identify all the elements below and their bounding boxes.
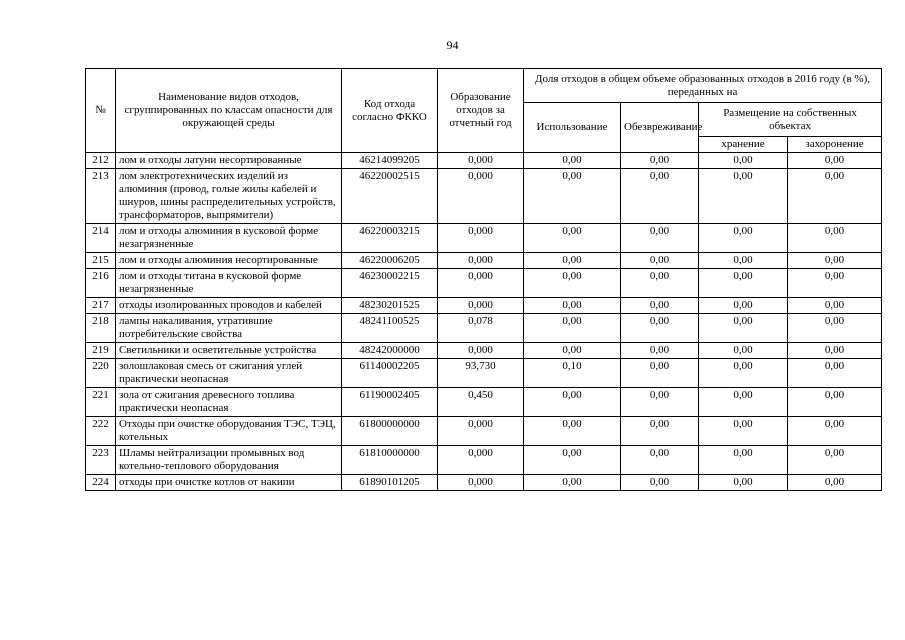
burial-share: 0,00 bbox=[788, 417, 882, 446]
storage-share: 0,00 bbox=[699, 253, 788, 269]
use-share: 0,00 bbox=[524, 153, 621, 169]
generated-value: 93,730 bbox=[438, 359, 524, 388]
table-body bbox=[86, 153, 882, 491]
header-generated: Образование отходов за отчетный год bbox=[438, 69, 524, 153]
generated-value: 0,000 bbox=[438, 343, 524, 359]
header-neutralize: Обезвреживание bbox=[621, 103, 699, 153]
row-number: 219 bbox=[86, 343, 116, 359]
waste-name: отходы при очистке котлов от накипи bbox=[116, 475, 342, 491]
waste-name: Шламы нейтрализации промывных вод котельно-теплового оборудования bbox=[116, 446, 342, 475]
row-number: 220 bbox=[86, 359, 116, 388]
row-number: 221 bbox=[86, 388, 116, 417]
page-number: 94 bbox=[446, 38, 459, 52]
header-num: № bbox=[86, 69, 116, 153]
neutralize-share: 0,00 bbox=[621, 417, 699, 446]
use-share: 0,00 bbox=[524, 388, 621, 417]
header-code: Код отхода согласно ФККО bbox=[342, 69, 438, 153]
burial-share: 0,00 bbox=[788, 475, 882, 491]
burial-share: 0,00 bbox=[788, 388, 882, 417]
header-share: Доля отходов в общем объеме образованных отходов в 2016 году (в %), переданных на bbox=[524, 69, 882, 103]
neutralize-share: 0,00 bbox=[621, 153, 699, 169]
generated-value: 0,000 bbox=[438, 153, 524, 169]
use-share: 0,00 bbox=[524, 169, 621, 224]
generated-value: 0,000 bbox=[438, 417, 524, 446]
header-storage: хранение bbox=[699, 137, 788, 153]
row-number: 224 bbox=[86, 475, 116, 491]
table-row bbox=[86, 417, 882, 446]
row-number: 215 bbox=[86, 253, 116, 269]
neutralize-share: 0,00 bbox=[621, 446, 699, 475]
table-row bbox=[86, 153, 882, 169]
row-number: 212 bbox=[86, 153, 116, 169]
waste-code: 48242000000 bbox=[342, 343, 438, 359]
waste-name: лом и отходы алюминия несортированные bbox=[116, 253, 342, 269]
header-placement: Размещение на собственных объектах bbox=[699, 103, 882, 137]
table-row bbox=[86, 253, 882, 269]
waste-code: 61810000000 bbox=[342, 446, 438, 475]
storage-share: 0,00 bbox=[699, 446, 788, 475]
waste-name: лом электротехнических изделий из алюминия (провод, голые жилы кабелей и шнуров, шины распределительных устройств, трансформаторов, выпрямители) bbox=[116, 169, 342, 224]
waste-code: 61890101205 bbox=[342, 475, 438, 491]
generated-value: 0,450 bbox=[438, 388, 524, 417]
table-row bbox=[86, 446, 882, 475]
waste-code: 48241100525 bbox=[342, 314, 438, 343]
row-number: 218 bbox=[86, 314, 116, 343]
row-number: 216 bbox=[86, 269, 116, 298]
generated-value: 0,000 bbox=[438, 253, 524, 269]
use-share: 0,00 bbox=[524, 475, 621, 491]
waste-code: 46220002515 bbox=[342, 169, 438, 224]
table-row bbox=[86, 314, 882, 343]
row-number: 223 bbox=[86, 446, 116, 475]
table-row bbox=[86, 269, 882, 298]
neutralize-share: 0,00 bbox=[621, 269, 699, 298]
use-share: 0,00 bbox=[524, 224, 621, 253]
burial-share: 0,00 bbox=[788, 446, 882, 475]
burial-share: 0,00 bbox=[788, 298, 882, 314]
generated-value: 0,000 bbox=[438, 446, 524, 475]
generated-value: 0,000 bbox=[438, 169, 524, 224]
row-number: 222 bbox=[86, 417, 116, 446]
generated-value: 0,000 bbox=[438, 475, 524, 491]
storage-share: 0,00 bbox=[699, 153, 788, 169]
table-row bbox=[86, 359, 882, 388]
neutralize-share: 0,00 bbox=[621, 343, 699, 359]
burial-share: 0,00 bbox=[788, 269, 882, 298]
use-share: 0,00 bbox=[524, 417, 621, 446]
generated-value: 0,000 bbox=[438, 298, 524, 314]
waste-code: 46220006205 bbox=[342, 253, 438, 269]
use-share: 0,00 bbox=[524, 343, 621, 359]
waste-code: 48230201525 bbox=[342, 298, 438, 314]
storage-share: 0,00 bbox=[699, 298, 788, 314]
waste-name: лом и отходы латуни несортированные bbox=[116, 153, 342, 169]
neutralize-share: 0,00 bbox=[621, 169, 699, 224]
table-row bbox=[86, 388, 882, 417]
waste-code: 46220003215 bbox=[342, 224, 438, 253]
neutralize-share: 0,00 bbox=[621, 253, 699, 269]
waste-code: 61140002205 bbox=[342, 359, 438, 388]
header-burial: захоронение bbox=[788, 137, 882, 153]
waste-code: 46230002215 bbox=[342, 269, 438, 298]
storage-share: 0,00 bbox=[699, 314, 788, 343]
table-row bbox=[86, 343, 882, 359]
use-share: 0,10 bbox=[524, 359, 621, 388]
waste-name: Светильники и осветительные устройства bbox=[116, 343, 342, 359]
generated-value: 0,000 bbox=[438, 269, 524, 298]
waste-name: лом и отходы алюминия в кусковой форме незагрязненные bbox=[116, 224, 342, 253]
row-number: 213 bbox=[86, 169, 116, 224]
use-share: 0,00 bbox=[524, 298, 621, 314]
burial-share: 0,00 bbox=[788, 153, 882, 169]
header-name: Наименование видов отходов, сгруппированных по классам опасности для окружающей среды bbox=[116, 69, 342, 153]
neutralize-share: 0,00 bbox=[621, 224, 699, 253]
neutralize-share: 0,00 bbox=[621, 475, 699, 491]
generated-value: 0,078 bbox=[438, 314, 524, 343]
waste-name: отходы изолированных проводов и кабелей bbox=[116, 298, 342, 314]
waste-table bbox=[85, 68, 882, 491]
use-share: 0,00 bbox=[524, 314, 621, 343]
waste-name: золошлаковая смесь от сжигания углей практически неопасная bbox=[116, 359, 342, 388]
storage-share: 0,00 bbox=[699, 224, 788, 253]
neutralize-share: 0,00 bbox=[621, 314, 699, 343]
burial-share: 0,00 bbox=[788, 169, 882, 224]
storage-share: 0,00 bbox=[699, 343, 788, 359]
use-share: 0,00 bbox=[524, 446, 621, 475]
neutralize-share: 0,00 bbox=[621, 359, 699, 388]
neutralize-share: 0,00 bbox=[621, 298, 699, 314]
table-row bbox=[86, 475, 882, 491]
storage-share: 0,00 bbox=[699, 475, 788, 491]
generated-value: 0,000 bbox=[438, 224, 524, 253]
burial-share: 0,00 bbox=[788, 359, 882, 388]
storage-share: 0,00 bbox=[699, 417, 788, 446]
storage-share: 0,00 bbox=[699, 169, 788, 224]
table-row bbox=[86, 224, 882, 253]
waste-name: лампы накаливания, утратившие потребительские свойства bbox=[116, 314, 342, 343]
use-share: 0,00 bbox=[524, 253, 621, 269]
storage-share: 0,00 bbox=[699, 269, 788, 298]
header-use: Использование bbox=[524, 103, 621, 153]
burial-share: 0,00 bbox=[788, 253, 882, 269]
waste-code: 61800000000 bbox=[342, 417, 438, 446]
table-row bbox=[86, 169, 882, 224]
row-number: 214 bbox=[86, 224, 116, 253]
burial-share: 0,00 bbox=[788, 314, 882, 343]
waste-code: 46214099205 bbox=[342, 153, 438, 169]
storage-share: 0,00 bbox=[699, 359, 788, 388]
table-row bbox=[86, 298, 882, 314]
storage-share: 0,00 bbox=[699, 388, 788, 417]
waste-name: Отходы при очистке оборудования ТЭС, ТЭЦ, котельных bbox=[116, 417, 342, 446]
burial-share: 0,00 bbox=[788, 224, 882, 253]
waste-code: 61190002405 bbox=[342, 388, 438, 417]
use-share: 0,00 bbox=[524, 269, 621, 298]
row-number: 217 bbox=[86, 298, 116, 314]
table-header bbox=[86, 69, 882, 153]
burial-share: 0,00 bbox=[788, 343, 882, 359]
waste-name: зола от сжигания древесного топлива практически неопасная bbox=[116, 388, 342, 417]
waste-name: лом и отходы титана в кусковой форме незагрязненные bbox=[116, 269, 342, 298]
neutralize-share: 0,00 bbox=[621, 388, 699, 417]
